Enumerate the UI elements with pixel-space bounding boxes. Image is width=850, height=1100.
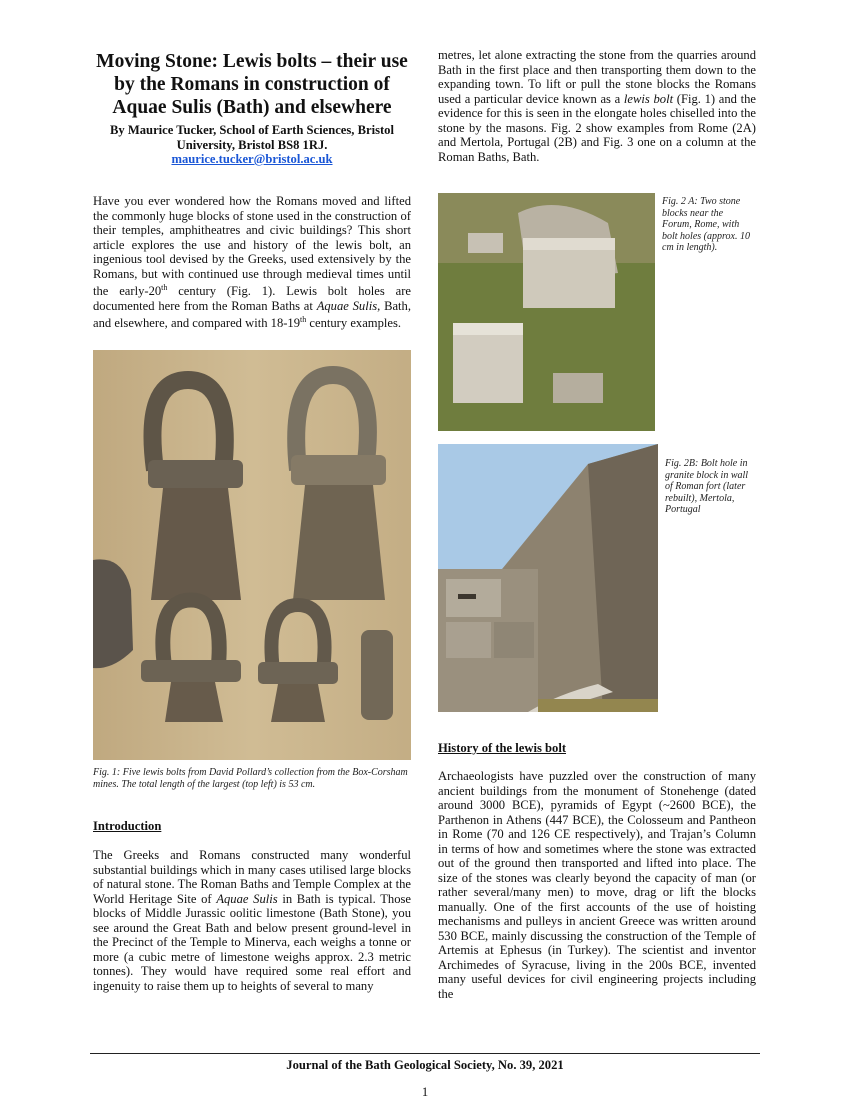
intro-paragraph: Have you ever wondered how the Romans moved and lifted the commonly huge blocks of stone used in the construction of their temples, amphitheatres and civic buildings? This short article explores the use and history of the lewis bolt, an ingenious tool devised by the Greeks, used extensively by the Romans, but with continued use through medieval times until the early-20th century (Fig. 1). Lewis bolt holes are documented here from the Roman Baths at Aquae Sulis, Bath, and elsewhere, and compared with 18-19th century examples.: [93, 194, 411, 331]
introduction-paragraph: The Greeks and Romans constructed many wonderful substantial buildings which in many cases utilised large blocks of natural stone. The Roman Baths and Temple Complex at the World Heritage Site of Aquae Sulis in Bath is typical. Those blocks of Middle Jurassic oolitic limestone (Bath Stone), you see around the Great Bath and below present ground-level in the Precinct of the Temple to Minerva, each weighs a tonne or more (a cubic metre of limestone weighs approx. 2.3 metric tonnes). They would have required some real effort and ingenuity to raise them up to heights of several to many: [93, 848, 411, 993]
fig2a-rome-blocks-photo: [438, 193, 655, 431]
continuation-paragraph: metres, let alone extracting the stone from the quarries around Bath in the first place and then transporting them down to the expanding town. To lift or pull the stone blocks the Romans used a particular device known as a lewis bolt (Fig. 1) and the evidence for this is seen in the elongate holes chiselled into the stone by the masons. Fig. 2 show examples from Rome (2A) and Mertola, Portugal (2B) and Fig. 3 one on a column at the Roman Baths, Bath.: [438, 48, 756, 164]
fig2b-caption: Fig. 2B: Bolt hole in granite block in wall of Roman fort (later rebuilt), Mertola, Portugal: [665, 458, 749, 515]
journal-footer: Journal of the Bath Geological Society, No. 39, 2021: [286, 1058, 564, 1072]
fig2b-mertola-wall-photo: [438, 444, 658, 712]
byline: [92, 123, 412, 167]
page-number: 1: [421, 1085, 429, 1099]
fig2a-caption: Fig. 2 A: Two stone blocks near the Forum, Rome, with bolt holes (approx. 10 cm in length).: [662, 196, 750, 253]
author-affiliation: By Maurice Tucker, School of Earth Sciences, Bristol University, Bristol BS8 1RJ.: [110, 123, 394, 152]
author-email-link[interactable]: maurice.tucker@bristol.ac.uk: [171, 152, 333, 166]
history-paragraph: Archaeologists have puzzled over the construction of many ancient buildings from the monument of Stonehenge (dated around 3000 BCE), pyramids of Egypt (~2600 BCE), the Parthenon in Athens (447 BCE), the Colosseum and Pantheon in Rome (70 and 126 CE respectively), and Trajan’s Column in terms of how and sometimes where the stone was extracted out of the ground then transported and lifted into place. The size of the stones was clearly beyond the capacity of man (or rather several/many men) to move, drag or lift the blocks manually. One of the first accounts of the use of hoisting mechanisms and pulleys in ancient Greece was written around 530 BCE, mainly discussing the construction of the Temple of Artemis at Ephesus (in Turkey). The scientist and inventor Archimedes of Syracuse, living in the 200s BCE, invented many useful devices for civil engineering projects including the: [438, 769, 756, 1001]
footer-rule: [90, 1053, 760, 1054]
article-title: Moving Stone: Lewis bolts – their use by the Romans in construction of Aquae Sulis (Bath) and elsewhere: [96, 51, 408, 118]
fig1-caption: Fig. 1: Five lewis bolts from David Pollard’s collection from the Box-Corsham mines. The total length of the largest (top left) is 53 cm.: [93, 767, 408, 790]
fig1-lewis-bolts-photo: [93, 350, 411, 760]
history-heading: History of the lewis bolt: [438, 741, 567, 755]
introduction-heading: Introduction: [93, 819, 162, 833]
